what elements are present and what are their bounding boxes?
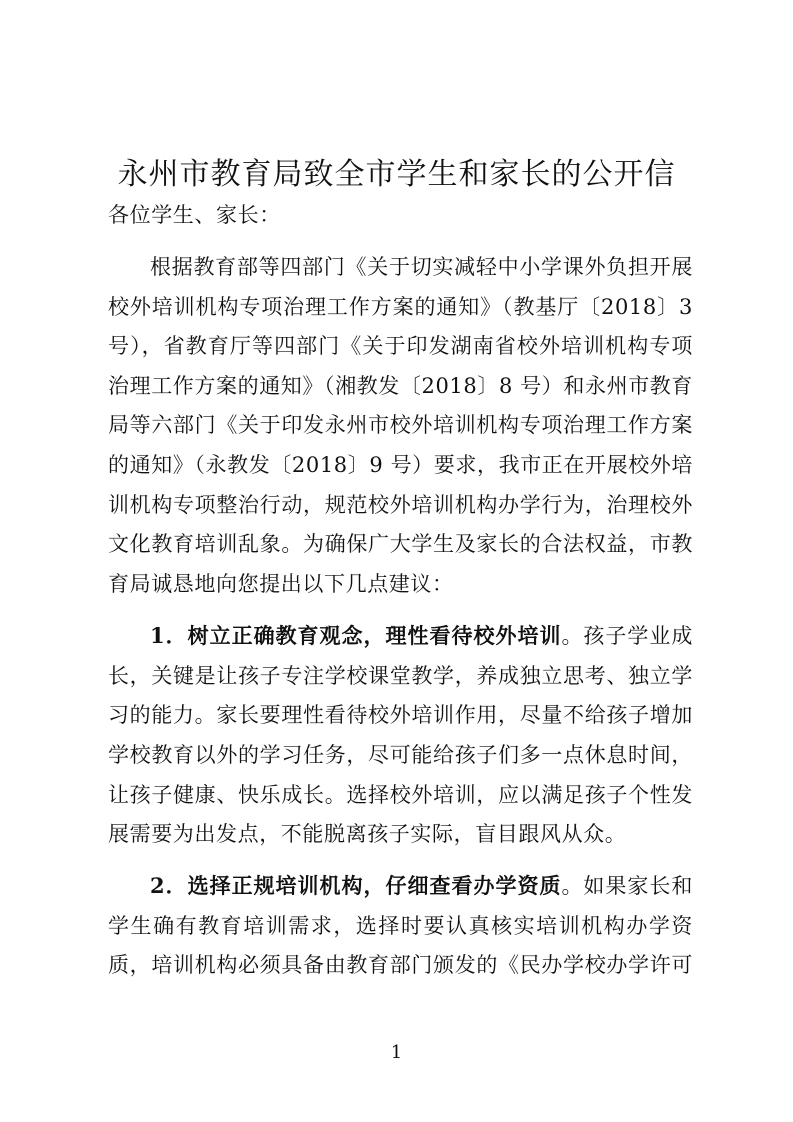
page-number: 1 xyxy=(390,1042,403,1063)
paragraph-line: 文化教育培训乱象。为确保广大学生及家长的合法权益，市教 xyxy=(108,532,693,556)
paragraph-line: 育局诚恳地向您提出以下几点建议： xyxy=(108,572,454,596)
item-1-text: 。孩子学业成 xyxy=(561,624,693,648)
paragraph-line: 展需要为出发点，不能脱离孩子实际，盲目跟风从众。 xyxy=(108,822,627,846)
paragraph-line: 局等六部门《关于印发永州市校外培训机构专项治理工作方案 xyxy=(108,413,693,437)
salutation-line: 各位学生、家长： xyxy=(108,203,281,227)
item-1-heading: 1．树立正确教育观念，理性看待校外培训 xyxy=(150,623,562,648)
item-2-first-line xyxy=(150,871,693,901)
paragraph-line: 治理工作方案的通知》（湘教发〔2018〕8 号）和永州市教育 xyxy=(108,374,693,398)
paragraph-line: 训机构专项整治行动，规范校外培训机构办学行为，治理校外 xyxy=(108,493,693,517)
paragraph-line: 学校教育以外的学习任务，尽可能给孩子们多一点休息时间， xyxy=(108,743,693,767)
paragraph-line: 根据教育部等四部门《关于切实减轻中小学课外负担开展 xyxy=(150,255,693,279)
paragraph-line: 校外培训机构专项治理工作方案的通知》（教基厅〔2018〕3 xyxy=(108,295,693,319)
paragraph-line: 习的能力。家长要理性看待校外培训作用，尽量不给孩子增加 xyxy=(108,703,693,727)
paragraph-line: 质，培训机构必须具备由教育部门颁发的《民办学校办学许可 xyxy=(108,953,693,977)
document-title: 永州市教育局致全市学生和家长的公开信 xyxy=(117,157,676,192)
paragraph-line: 学生确有教育培训需求，选择时要认真核实培训机构办学资 xyxy=(108,914,693,938)
item-2-heading: 2．选择正规培训机构，仔细查看办学资质 xyxy=(150,873,562,898)
paragraph-line: 长，关键是让孩子专注学校课堂教学，养成独立思考、独立学 xyxy=(108,664,693,688)
paragraph-line: 的通知》（永教发〔2018〕9 号）要求，我市正在开展校外培 xyxy=(108,453,693,477)
paragraph-line: 让孩子健康、快乐成长。选择校外培训，应以满足孩子个性发 xyxy=(108,783,693,807)
paragraph-line: 号），省教育厅等四部门《关于印发湖南省校外培训机构专项 xyxy=(108,334,693,358)
item-2-text: 。如果家长和 xyxy=(561,874,693,898)
item-1-first-line xyxy=(150,621,693,651)
